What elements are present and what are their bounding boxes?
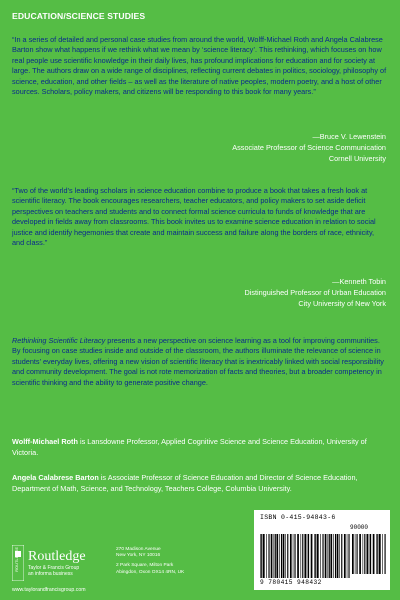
barcode-bar (373, 534, 375, 574)
author-bio-2 (12, 473, 388, 494)
barcode-bar (330, 534, 332, 578)
barcode-bar (285, 534, 286, 578)
author-bio-text: is Associate Professor of Science Education and Director of Science Education, Department of Math, Science, and Technology, Teachers College, Columbia University. (12, 473, 358, 493)
barcode-bar (359, 534, 361, 574)
author-bio-1 (12, 437, 388, 458)
author-bio-text: is Lansdowne Professor, Applied Cognitive Science and Science Education, University of Victoria. (12, 437, 367, 457)
endorsement-attribution-2 (244, 277, 386, 310)
barcode-bar (260, 534, 261, 578)
barcode-bar (328, 534, 329, 578)
isbn-barcode (254, 510, 390, 590)
endorser-title: Distinguished Professor of Urban Education (244, 287, 386, 297)
barcode-bar (314, 534, 315, 578)
price-code: 90000 (350, 524, 369, 531)
author-name: Angela Calabrese Barton (12, 473, 99, 482)
barcode-bar (382, 534, 383, 574)
address-line: Abingdon, Oxon OX14 4RN, UK (116, 569, 185, 575)
barcode-bar (357, 534, 358, 574)
barcode-bar (268, 534, 269, 578)
barcode-bar (379, 534, 381, 574)
book-title: Rethinking Scientific Literacy (12, 336, 106, 345)
barcode-bar (294, 534, 295, 578)
barcode-bar (347, 534, 348, 578)
barcode-bar (369, 534, 370, 574)
endorsement-attribution-1 (232, 132, 386, 165)
address-line: 2 Park Square, Milton Park (116, 563, 174, 569)
address-line: 270 Madison Avenue (116, 547, 161, 552)
barcode-bar (275, 534, 276, 578)
barcode-digits: 9 780415 948432 (260, 579, 322, 586)
endorser-title: Associate Professor of Science Communication (232, 142, 386, 152)
barcode-bar (337, 534, 339, 578)
barcode-bar (293, 534, 294, 578)
barcode-bar (297, 534, 299, 578)
barcode-bar (363, 534, 364, 574)
barcode-bar (364, 534, 365, 574)
barcode-bar (352, 534, 354, 574)
publisher-vertical-text: ROUTLEDGE (14, 547, 19, 572)
barcode-bar (370, 534, 371, 574)
barcode-bar (308, 534, 309, 578)
book-description (12, 336, 388, 388)
barcode-bar (283, 534, 285, 578)
author-name: Wolff-Michael Roth (12, 437, 78, 446)
barcode-bars-main (260, 534, 350, 578)
barcode-bar (302, 534, 303, 578)
publisher-group-sub: an informa business (28, 571, 73, 577)
barcode-bars-addon (352, 534, 386, 578)
barcode-bar (290, 534, 292, 578)
publisher-brand (28, 549, 86, 577)
barcode-bar (279, 534, 280, 578)
barcode-bar (320, 534, 321, 578)
barcode-bar (325, 534, 327, 578)
barcode-bar (341, 534, 342, 578)
barcode-bar (276, 534, 278, 578)
description-text: presents a new perspective on science learning as a tool for improving communities. By focusing on case studies inside and outside of the classroom, the authors illuminate the relevance of science in students’ everyday lives, offering a new vision of scientific literacy that is inextricably linked with social responsibility and community development. The goal is not rote memorization of facts and theories, but a broader competency in scientific thinking and the ability to generate positive change. (12, 336, 384, 387)
barcode-bar (385, 534, 386, 574)
barcode-bar (261, 534, 262, 578)
publisher-spine-logo (12, 545, 24, 581)
barcode-bar (301, 534, 302, 578)
publisher-name: Routledge (28, 549, 86, 564)
barcode-bar (307, 534, 308, 578)
barcode-bar (322, 534, 323, 578)
publisher-group: Taylor & Francis Group (28, 565, 80, 571)
publisher-website: www.taylorandfrancisgroup.com (12, 587, 86, 593)
endorser-name: —Bruce V. Lewenstein (312, 132, 386, 141)
barcode-bar (304, 534, 306, 578)
barcode-bar (271, 534, 273, 578)
barcode-bar (377, 534, 378, 574)
address-line: New York, NY 10016 (116, 553, 161, 559)
barcode-bar (317, 534, 319, 578)
barcode-bar (274, 534, 275, 578)
endorser-affiliation: City University of New York (298, 298, 386, 308)
barcode-bar (376, 534, 377, 574)
endorser-name: —Kenneth Tobin (332, 277, 386, 286)
publisher-addresses (116, 547, 184, 576)
barcode-bar (367, 534, 369, 574)
barcode-bar (344, 534, 346, 578)
isbn-text: ISBN 0-415-94843-6 (260, 514, 336, 521)
barcode-bar (348, 534, 349, 578)
barcode-bar (263, 534, 265, 578)
barcode-bar (335, 534, 336, 578)
endorsement-quote-1: “In a series of detailed and personal case studies from around the world, Wolff-Michael Roth and Angela Calabrese Barton show what happens if we rethink what we mean by ‘science literacy’. This rethinking, which focuses on how real people use scientific knowledge in their daily lives, has profound implications for education and for society at large. The authors draw on a wide range of disciplines, reflecting current debates in politics, sociology, philosophy of science, education, and other fields – as well as the literature of native peoples, modern poetry, and a host of other sources. Scholars, policy makers, and citizens will be responding to this book for many years.” (12, 35, 387, 97)
barcode-bar (329, 534, 330, 578)
barcode-bar (355, 534, 356, 574)
endorsement-quote-2: “Two of the world’s leading scholars in science education combine to produce a book that takes a fresh look at scientific literacy. The book encourages researchers, teacher educators, and policy makers to set aside deficit perspectives on teachers and students and to connect formal science curricula to funds of knowledge that are developed in fields away from classrooms. This book invites us to examine science education in relation to social justice and identify hegemonies that create and maintain success and failure along the borders of race, ethnicity, and class.” (12, 186, 376, 248)
barcode-bar (311, 534, 313, 578)
endorser-affiliation: Cornell University (328, 153, 386, 163)
category-label: EDUCATION/SCIENCE STUDIES (12, 11, 146, 21)
publisher-block (12, 535, 262, 595)
barcode-bar (287, 534, 288, 578)
barcode-bar (281, 534, 282, 578)
barcode-bar (333, 534, 334, 578)
barcode-bar (339, 534, 340, 578)
barcode-bar (315, 534, 316, 578)
barcode-bar (266, 534, 267, 578)
